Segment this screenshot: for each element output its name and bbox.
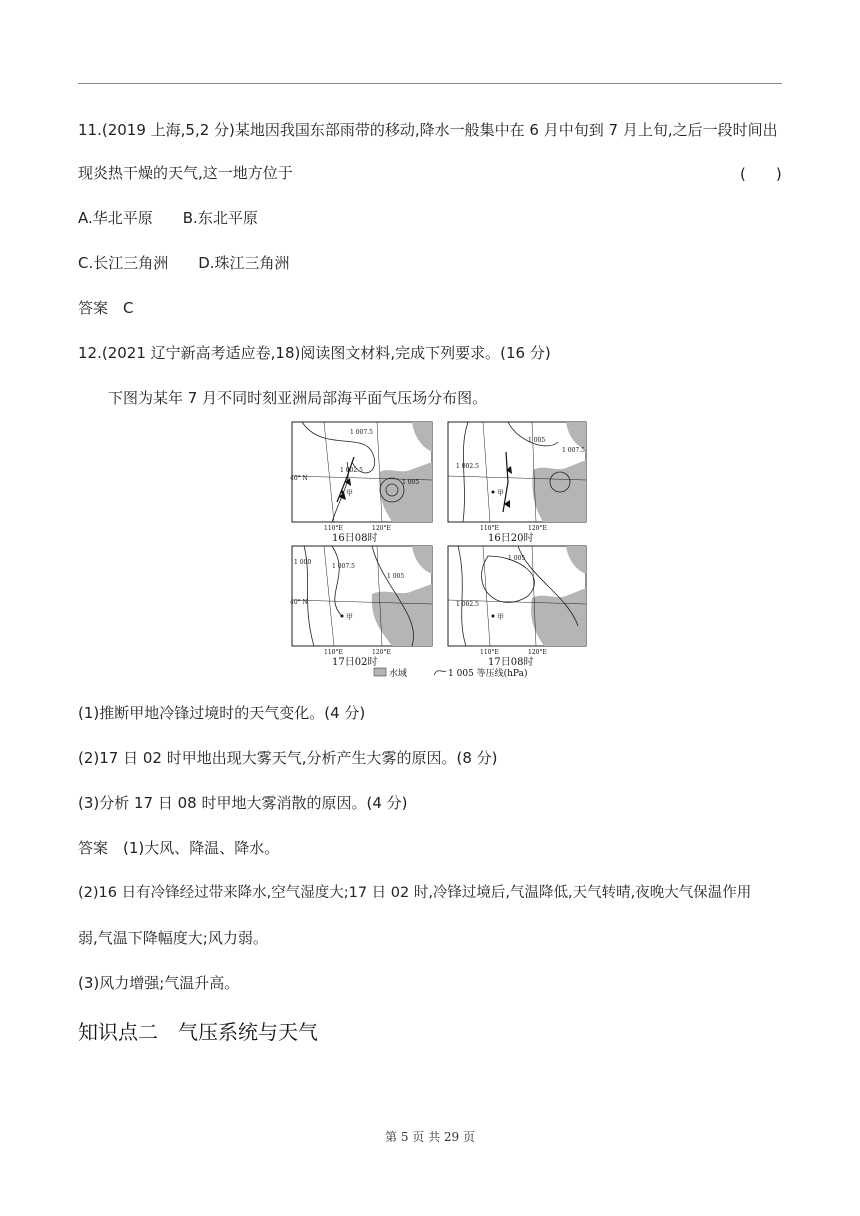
lon-label: 110°E [480,525,499,532]
q12-intro: 下图为某年 7 月不同时刻亚洲局部海平面气压场分布图。 [108,389,488,407]
legend-water-label: 水域 [389,669,408,679]
water-area [532,460,586,522]
panel1-caption: 16日08时 [332,533,378,544]
map-panel-1 [290,422,432,544]
lat-label: 40° N [290,475,308,482]
map-panel-3 [290,546,432,668]
q12-sub3: (3)分析 17 日 08 时甲地大雾消散的原因。(4 分) [78,794,408,812]
lon-label: 110°E [324,649,343,656]
q12-sub1: (1)推断甲地冷锋过境时的天气变化。(4 分) [78,704,366,722]
page-footer: 第 5 页 共 29 页 [385,1130,475,1144]
panel2-isobar-label: 1 002.5 [456,463,479,470]
panel1-label-jia: 甲 [346,489,353,497]
panel3-isobar-label: 1 000 [294,559,312,566]
lon-label: 120°E [372,525,391,532]
panel1-isobar-label: 1 005 [402,479,420,486]
lon-label: 120°E [372,649,391,656]
legend-isobar-symbol [434,671,446,675]
q11-answer-paren: ( ) [740,165,782,183]
header-rule [78,83,782,84]
lon-label: 110°E [480,649,499,656]
q11-answer: 答案 C [78,299,134,317]
q12-sub2: (2)17 日 02 时甲地出现大雾天气,分析产生大雾的原因。(8 分) [78,749,498,767]
pressure-map-figure [290,420,590,690]
panel1-isobar-label: 1 007.5 [350,429,373,436]
lon-label: 120°E [528,525,547,532]
panel4-label-jia: 甲 [497,613,504,621]
section-heading: 知识点二 气压系统与天气 [78,1020,318,1044]
panel2-isobar-label: 1 007.5 [562,447,585,454]
panel1-isobar-label: 1 002.5 [340,467,363,474]
panel2-label-jia: 甲 [497,489,504,497]
panel4-isobar-label: 1 005 [508,555,526,562]
legend-isobar-label: 1 005 等压线(hPa) [448,669,528,679]
map-panel-4 [448,546,586,668]
panel2-isobar-label: 1 005 [528,437,546,444]
panel2-caption: 16日20时 [488,533,534,544]
lat-label: 40° N [290,599,308,606]
q11-stem-line1: 11.(2019 上海,5,2 分)某地因我国东部雨带的移动,降水一般集中在 6 月中旬到 7 月上旬,之后一段时间出 [78,121,778,139]
q11-stem-line2: 现炎热干燥的天气,这一地方位于 [78,164,293,182]
panel3-label-jia: 甲 [346,613,353,621]
figure-legend [374,667,527,679]
q11-options-row1: A.华北平原 B.东北平原 [78,209,258,227]
q12-answer3: (3)风力增强;气温升高。 [78,974,240,992]
q12-answer2-line1: (2)16 日有冷锋经过带来降水,空气湿度大;17 日 02 时,冷锋过境后,气温降低,天气转晴,夜晚大气保温作用 [78,885,752,901]
panel3-isobar-label: 1 007.5 [332,563,355,570]
panel3-isobar-label: 1 005 [387,573,405,580]
lon-label: 120°E [528,649,547,656]
q11-options-row2: C.长江三角洲 D.珠江三角洲 [78,254,290,272]
legend-water-swatch [374,668,386,676]
panel4-caption: 17日08时 [488,657,534,668]
lon-label: 110°E [324,525,343,532]
panel3-caption: 17日02时 [332,657,378,668]
q12-answer2-line2: 弱,气温下降幅度大;风力弱。 [78,929,268,947]
q12-stem: 12.(2021 辽宁新高考适应卷,18)阅读图文材料,完成下列要求。(16 分) [78,344,551,362]
map-panel-2 [448,422,586,544]
q12-answer1: 答案 (1)大风、降温、降水。 [78,839,280,857]
panel4-isobar-label: 1 002.5 [456,601,479,608]
